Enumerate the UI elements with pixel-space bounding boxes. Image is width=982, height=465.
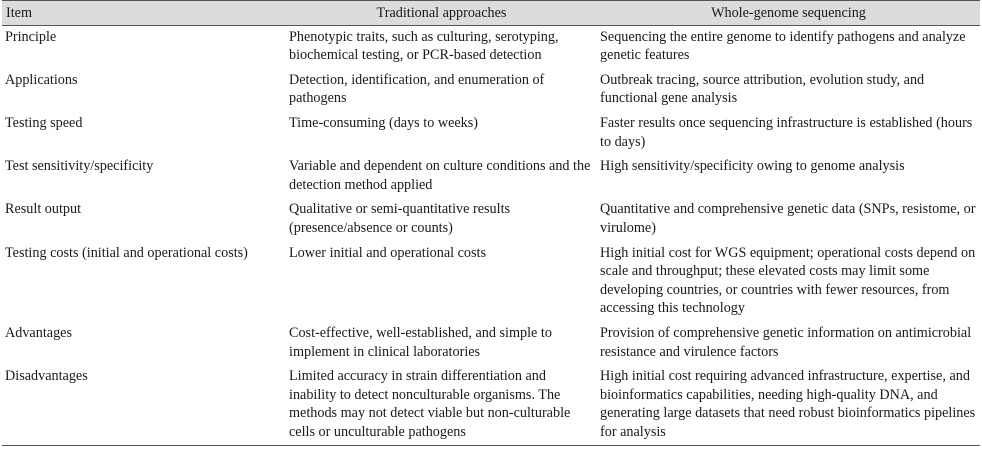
table-body	[2, 25, 980, 446]
row-wgs: Quantitative and comprehensive genetic data (SNPs, resistome, or virulome)	[600, 201, 976, 236]
row-item: Test sensitivity/specificity	[5, 158, 154, 175]
row-traditional: Qualitative or semi-quantitative results (presence/absence or counts)	[289, 201, 511, 236]
table-row	[2, 242, 980, 322]
table-row	[2, 322, 980, 365]
row-wgs: High initial cost requiring advanced infrastructure, expertise, and bioinformatics capabilities, needing high-quality DNA, and generating large datasets that need robust bioinformatics pipelines for analysis	[597, 365, 980, 446]
table-row	[2, 69, 980, 112]
table-row	[2, 155, 980, 198]
row-item: Testing speed	[5, 114, 83, 131]
row-traditional: Limited accuracy in strain differentiation and inability to detect nonculturable organisms. The methods may not detect viable but non-culturable cells or unculturable pathogens	[286, 365, 597, 446]
table-row	[2, 365, 980, 446]
row-wgs: Provision of comprehensive genetic information on antimicrobial resistance and virulence factors	[600, 324, 972, 360]
row-item: Applications	[5, 71, 78, 88]
row-wgs: High sensitivity/specificity owing to genome analysis	[600, 158, 905, 175]
table-header	[2, 1, 980, 26]
row-item: Disadvantages	[2, 365, 286, 446]
row-wgs: Sequencing the entire genome to identify pathogens and analyze genetic features	[600, 28, 966, 64]
comparison-table	[2, 0, 980, 446]
row-traditional: Phenotypic traits, such as culturing, serotyping, biochemical testing, or PCR-based detection	[289, 28, 559, 64]
row-traditional: Detection, identification, and enumeration of pathogens	[289, 71, 545, 107]
row-wgs: Outbreak tracing, source attribution, evolution study, and functional gene analysis	[600, 71, 925, 107]
header-traditional: Traditional approaches	[286, 1, 597, 26]
header-row	[2, 1, 980, 26]
header-item: Item	[2, 1, 286, 26]
row-item: Testing costs (initial and operational costs)	[5, 244, 248, 261]
row-item: Result output	[5, 201, 82, 218]
row-traditional: Cost-effective, well-established, and simple to implement in clinical laboratories	[289, 324, 552, 360]
row-wgs: Faster results once sequencing infrastructure is established (hours to days)	[600, 114, 973, 150]
row-traditional: Variable and dependent on culture conditions and the detection method applied	[289, 158, 591, 193]
header-wgs: Whole-genome sequencing	[597, 1, 980, 26]
row-wgs: High initial cost for WGS equipment; operational costs depend on scale and throughput; these elevated costs may limit some developing countries, or countries with fewer resources, from accessing this technology	[600, 244, 976, 317]
table-row	[2, 112, 980, 155]
row-traditional: Time-consuming (days to weeks)	[289, 114, 479, 131]
table-row	[2, 25, 980, 69]
row-traditional: Lower initial and operational costs	[289, 244, 486, 261]
row-item: Advantages	[5, 324, 72, 341]
table-row	[2, 198, 980, 241]
row-item: Principle	[5, 28, 57, 45]
